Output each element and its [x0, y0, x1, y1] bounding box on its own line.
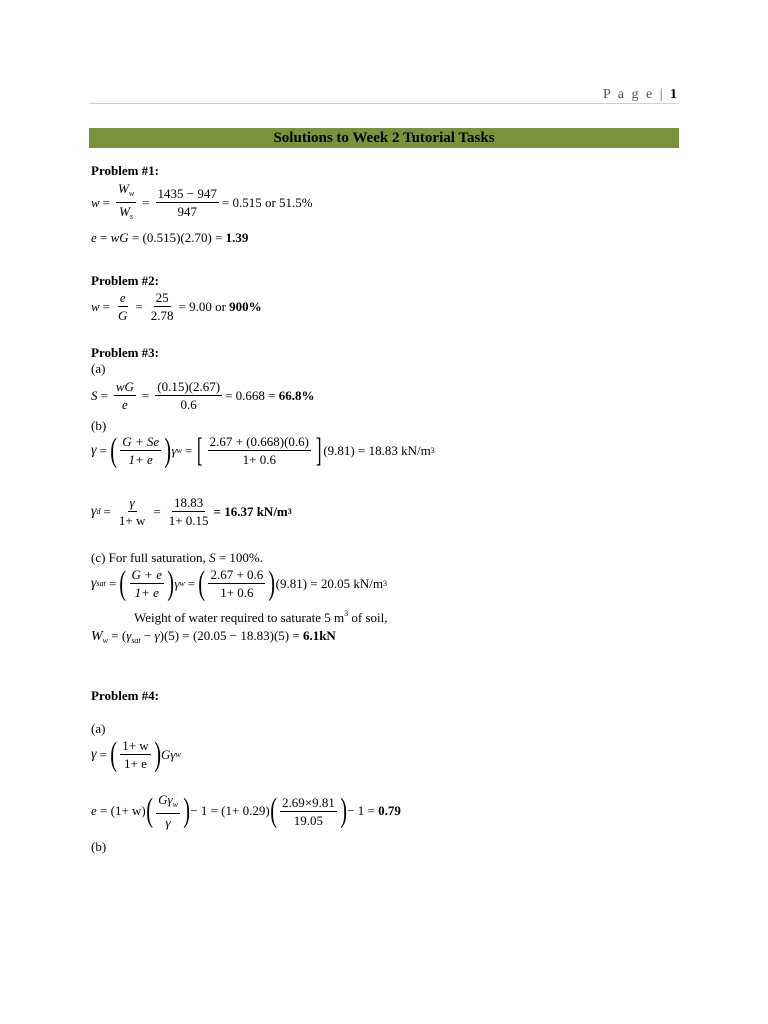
problem-4-a-label: (a)	[91, 721, 106, 736]
problem-3-b-label: (b)	[91, 418, 107, 433]
problem-4-b-label: (b)	[91, 839, 107, 854]
problem-2-eq: w = $\frac{e}{G}$ = $\frac{25}{2.78}$ = 9.00 or 900%	[91, 290, 262, 323]
problem-1-heading: Problem #1:	[91, 163, 159, 178]
problem-3-weight-text: Weight of water required to saturate 5 $m^3$ of soil,	[134, 609, 388, 625]
problem-3-a-label: (a)	[91, 361, 106, 376]
page-number: 1	[670, 87, 677, 102]
problem-2-heading: Problem #2:	[91, 273, 159, 288]
document-title: Solutions to Week 2 Tutorial Tasks	[89, 128, 679, 148]
problem-4-heading: Problem #4:	[91, 688, 159, 703]
problem-3-heading: Problem #3:	[91, 345, 159, 360]
problem-4-unit-weight-eq: γ = ( $\frac{1+ w}{1+ e}$ ) Gγ w	[91, 735, 181, 773]
problem-4-void-ratio-eq: e = (1+ w) ( $\frac{G\gamma_w}{\gamma}$ ) − 1 = (1+ 0.29) ( $\frac{2.69\times 9.81}{19.05}$ ) − 1 = 0.79	[91, 792, 401, 830]
problem-3-c-text: (c) For full saturation, S = 100%.	[91, 550, 263, 565]
problem-1-eq1: w = $\frac{W_w}{W_s}$ = $\frac{1435 - 947}{947}$ = 0.515 or 51.5%	[91, 181, 313, 221]
problem-3-sat-unit-weight-eq: γ sat = ( $\frac{G + e}{1+ e}$ ) γ w = ( $\frac{2.67 + 0.6}{1+ 0.6}$ ) (9.81) = 20.05 kN/m 3	[91, 564, 387, 602]
page-header	[603, 87, 677, 103]
problem-1-eq2: e = wG = (0.515)(2.70) = 1.39	[91, 230, 249, 245]
problem-3-unit-weight-eq: γ = ( $\frac{G + Se}{1+ e}$ ) γ w = [ $\frac{2.67 + (0.668)(0.6)}{1+ 0.6}$ ] (9.81) = 18.83 kN/m 3	[91, 431, 435, 469]
page-label: P a g e |	[603, 87, 665, 102]
problem-3-dry-unit-weight-eq: γ d = $\frac{\gamma}{1+ w}$ = $\frac{18.83}{1+ 0.15}$ = 16.37 kN/m 3	[91, 495, 292, 528]
header-divider	[89, 103, 679, 104]
problem-3-saturation-eq: S = $\frac{wG}{e}$ = $\frac{(0.15)(2.67)}{0.6}$ = 0.668 = 66.8%	[91, 379, 315, 412]
problem-3-water-weight-eq: $W_w = (\gamma_{sat} - \gamma)(5) = (20.05 - 18.83)(5) = 6.1kN$	[91, 628, 336, 645]
